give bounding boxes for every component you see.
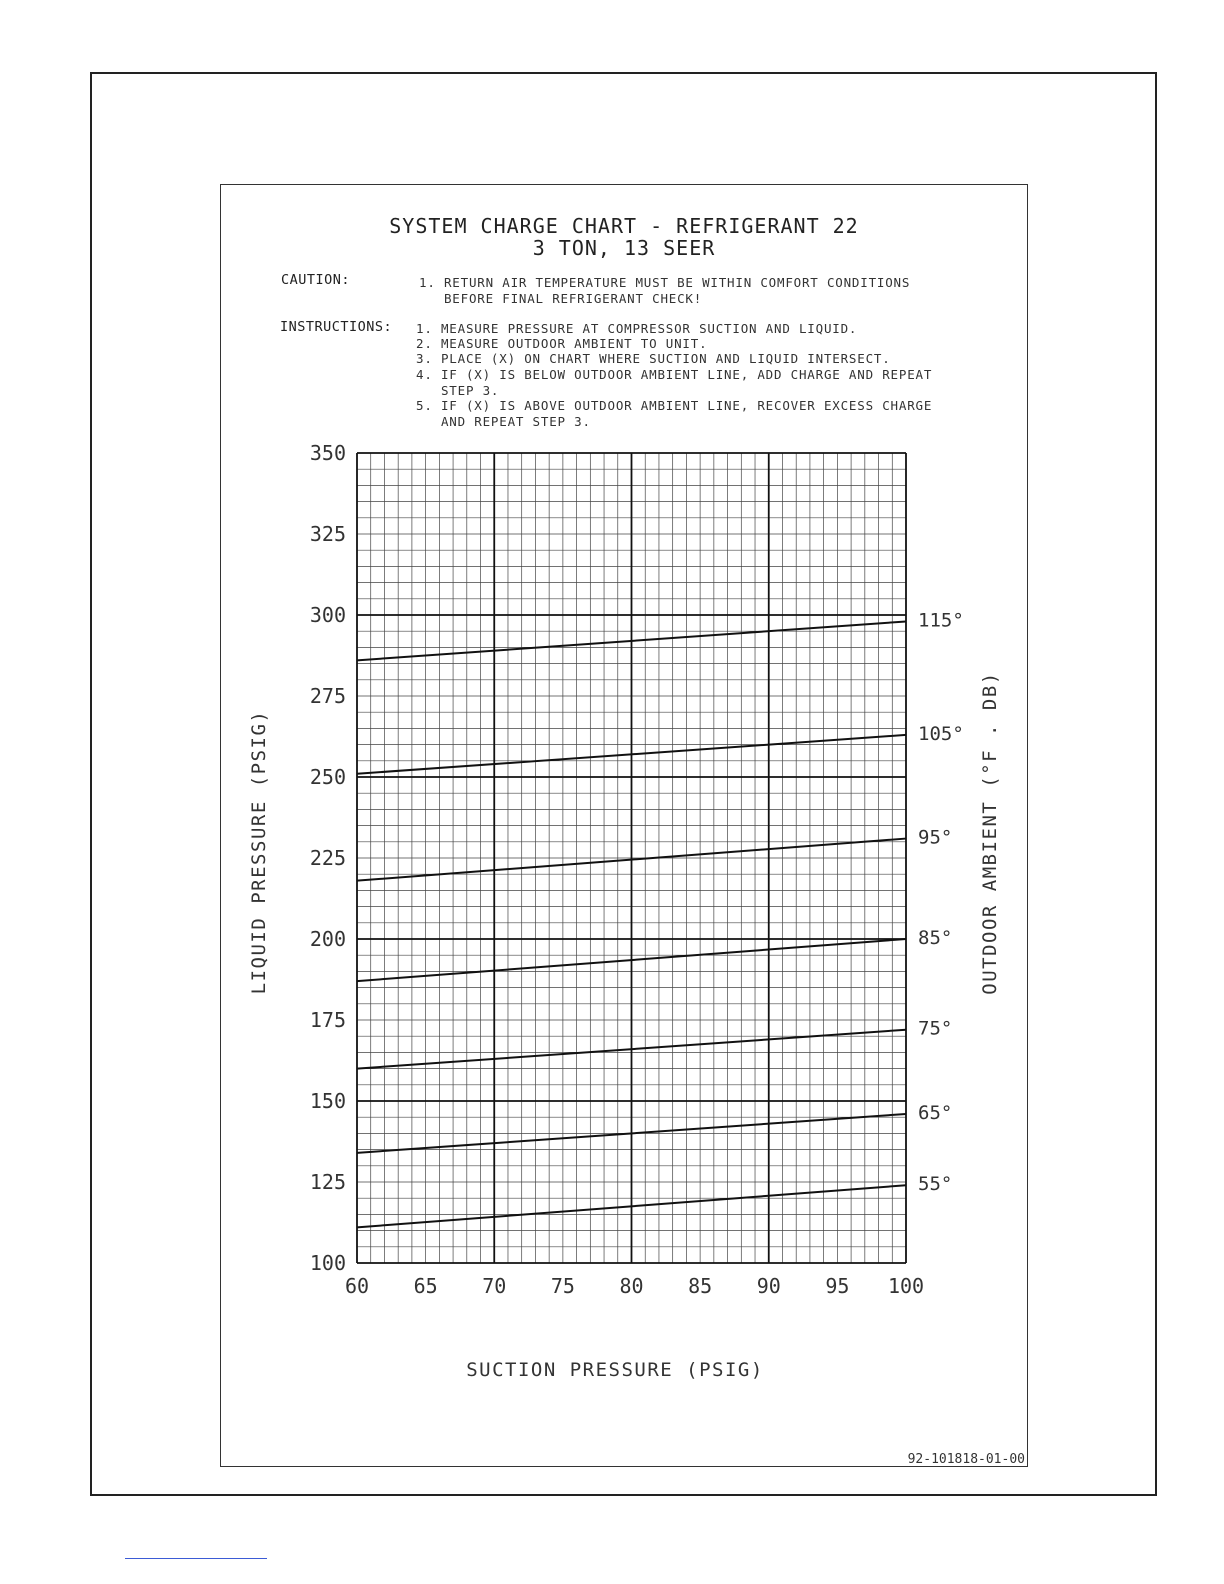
right-axis-label: OUTDOOR AMBIENT (°F . DB): [979, 671, 1001, 995]
x-tick-label: 70: [482, 1274, 507, 1298]
y-tick-label: 150: [309, 1089, 346, 1113]
y-axis-label: LIQUID PRESSURE (PSIG): [248, 709, 270, 995]
caution-label: CAUTION:: [281, 272, 351, 288]
x-tick-label: 95: [825, 1274, 850, 1298]
x-tick-label: 85: [688, 1274, 713, 1298]
x-axis-label: SUCTION PRESSURE (PSIG): [466, 1359, 764, 1381]
instruction-item: 4. IF (X) IS BELOW OUTDOOR AMBIENT LINE, ADD CHARGE AND REPEAT STEP 3.: [416, 367, 933, 398]
x-tick-label: 60: [344, 1274, 370, 1298]
x-tick-label: 75: [550, 1274, 575, 1298]
x-tick-label: 90: [756, 1274, 781, 1298]
y-tick-label: 225: [309, 846, 346, 870]
ambient-label: 55°: [918, 1173, 953, 1196]
x-tick-label: 80: [619, 1274, 644, 1298]
y-tick-label: 350: [309, 441, 346, 465]
ambient-label: 105°: [918, 722, 964, 745]
instruction-item: 3. PLACE (X) ON CHART WHERE SUCTION AND LIQUID INTERSECT.: [416, 351, 891, 366]
caution-item: 1. RETURN AIR TEMPERATURE MUST BE WITHIN COMFORT CONDITIONS BEFORE FINAL REFRIGERANT CHECK!: [419, 275, 911, 306]
ambient-label: 75°: [918, 1017, 953, 1040]
y-tick-label: 275: [309, 684, 346, 708]
y-tick-labels: [310, 441, 346, 1275]
x-tick-labels: [345, 1274, 924, 1298]
instruction-item: 2. MEASURE OUTDOOR AMBIENT TO UNIT.: [416, 336, 708, 351]
x-tick-label: 100: [887, 1274, 925, 1298]
y-tick-label: 325: [309, 522, 346, 546]
ambient-label: 95°: [918, 826, 953, 849]
y-tick-label: 125: [309, 1170, 346, 1194]
x-tick-label: 65: [413, 1274, 438, 1298]
footer-underline: [125, 1558, 267, 1559]
y-tick-label: 175: [309, 1008, 346, 1032]
chart-title: SYSTEM CHARGE CHART - REFRIGERANT 22: [389, 214, 859, 238]
ambient-labels: [918, 609, 964, 1195]
y-tick-label: 100: [309, 1251, 346, 1275]
instruction-item: 1. MEASURE PRESSURE AT COMPRESSOR SUCTION AND LIQUID.: [416, 321, 858, 336]
y-tick-label: 200: [309, 927, 346, 951]
ambient-label: 65°: [918, 1101, 953, 1124]
y-tick-label: 250: [309, 765, 346, 789]
y-tick-label: 300: [309, 603, 346, 627]
instruction-item: 5. IF (X) IS ABOVE OUTDOOR AMBIENT LINE, RECOVER EXCESS CHARGE AND REPEAT STEP 3.: [416, 398, 933, 429]
drawing-number: 92-101818-01-00: [907, 1452, 1025, 1467]
ambient-label: 85°: [918, 927, 953, 949]
ambient-label: 115°: [918, 609, 964, 632]
chart-subtitle: 3 TON, 13 SEER: [532, 236, 716, 260]
instructions-label: INSTRUCTIONS:: [280, 319, 393, 335]
